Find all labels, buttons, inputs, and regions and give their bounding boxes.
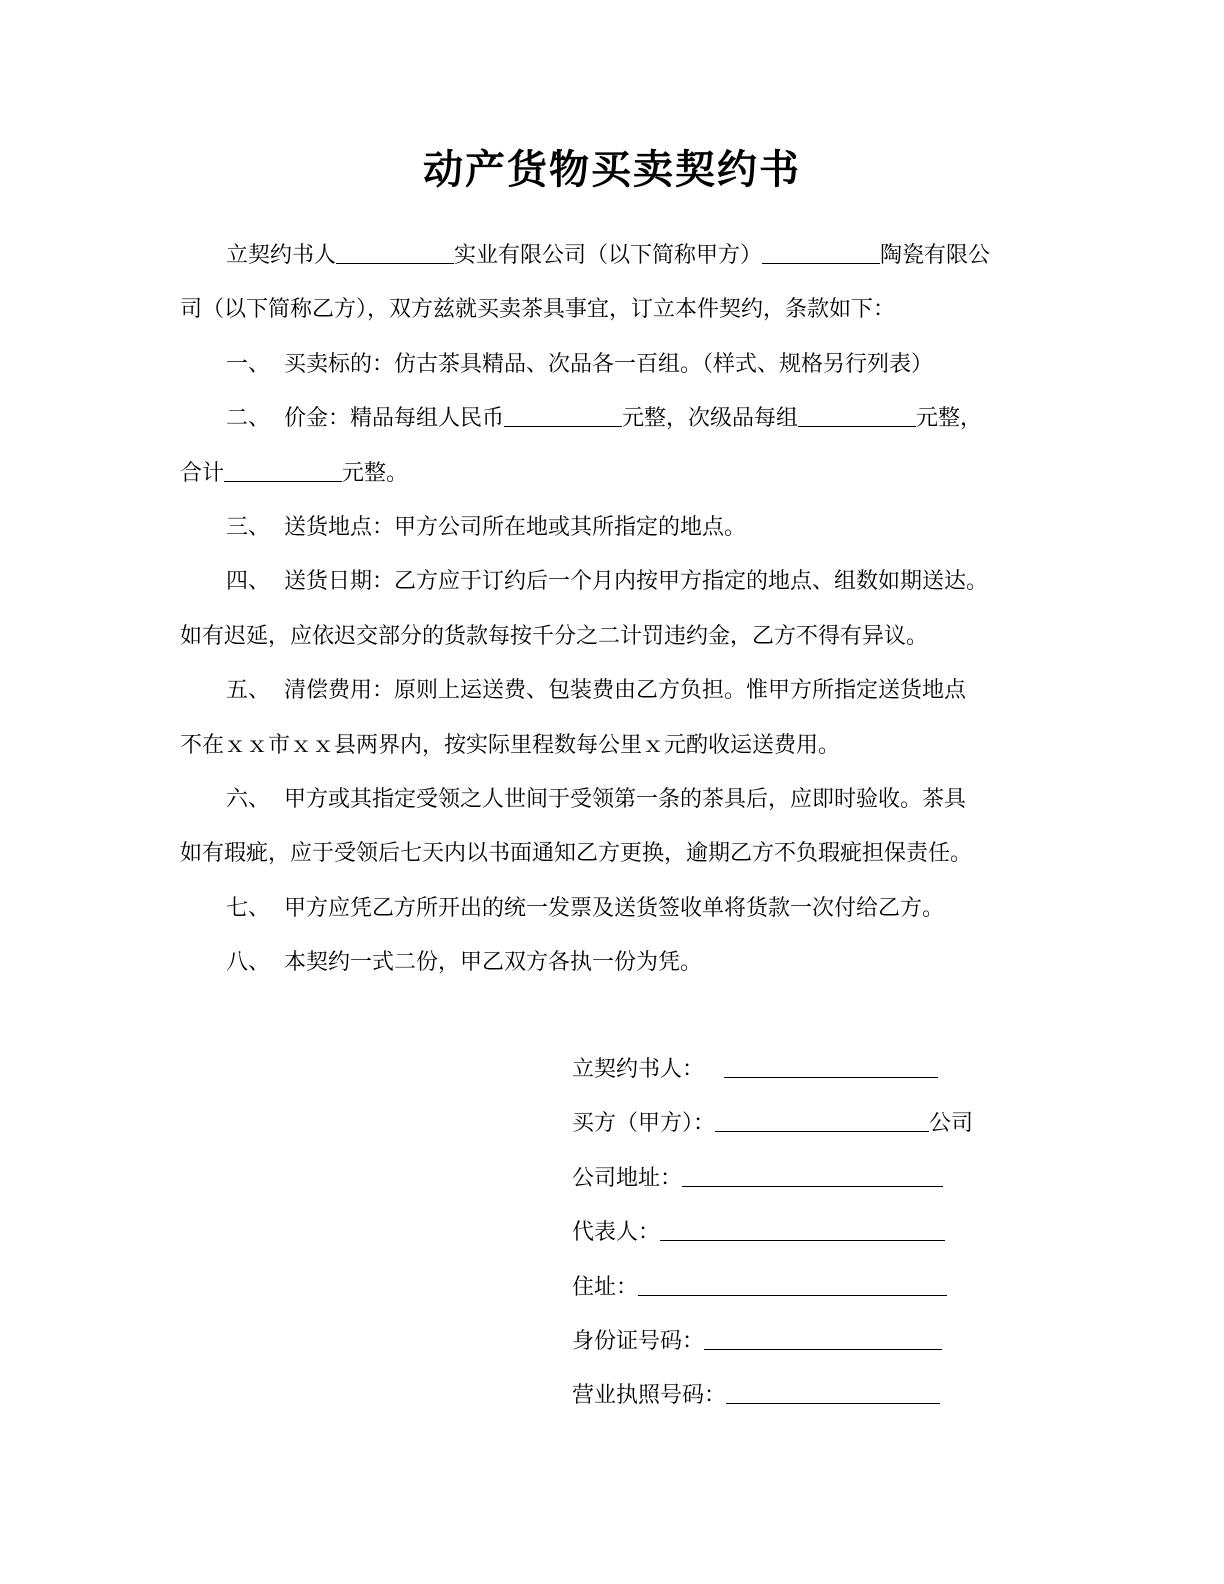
clause-2 [180, 392, 1040, 446]
id-number-blank[interactable] [704, 1327, 942, 1350]
clause-text: 送货地点：甲方公司所在地或其所指定的地点。 [284, 514, 747, 540]
clause-text: 送货日期：乙方应于订约后一个月内按甲方指定的地点、组数如期送达。 [284, 569, 989, 595]
party-a-name-blank[interactable] [336, 241, 454, 264]
license-row [572, 1369, 973, 1423]
premium-price-blank[interactable] [504, 404, 622, 427]
intro-party-a-text: 实业有限公司（以下简称甲方） [454, 243, 763, 268]
intro-line-2: 司（以下简称乙方），双方兹就买卖茶具事宜，订立本件契约，条款如下： [180, 297, 896, 323]
clause-text: 清偿费用：原则上运送费、包装费由乙方负担。惟甲方所指定送货地点 [284, 678, 967, 704]
clause-text: 甲方应凭乙方所开出的统一发票及送货签收单将货款一次付给乙方。 [284, 895, 945, 921]
intro-party-b-text: 陶瓷有限公 [880, 243, 991, 268]
buyer-label: 买方（甲方）： [572, 1111, 716, 1137]
clause-number: 六、 [226, 786, 271, 812]
document-title: 动产货物买卖契约书 [423, 147, 801, 193]
clause-5-continued: 不在ｘｘ市ｘｘ县两界内，按实际里程数每公里ｘ元酌收运送费用。 [180, 732, 841, 758]
intro-line-1 [180, 229, 1040, 283]
buyer-suffix: 公司 [929, 1111, 974, 1137]
clause-number: 七、 [226, 895, 271, 921]
representative-label: 代表人： [572, 1220, 661, 1246]
clause-8 [180, 936, 1040, 990]
clause-number: 八、 [226, 950, 271, 976]
clause-number: 一、 [226, 351, 271, 377]
clause-text: 元整。 [342, 460, 409, 486]
clause-number: 三、 [226, 514, 271, 540]
signature-block [572, 1043, 973, 1424]
clause-2-continued [180, 447, 1040, 501]
buyer-name-blank[interactable] [715, 1109, 929, 1132]
signer-row [572, 1043, 973, 1097]
contract-body [180, 229, 1040, 990]
clause-7 [180, 882, 1040, 936]
clause-text: 甲方或其指定受领之人世间于受领第一条的茶具后，应即时验收。茶具 [284, 786, 967, 812]
representative-blank[interactable] [660, 1218, 945, 1241]
clause-number: 五、 [226, 678, 271, 704]
license-label: 营业执照号码： [572, 1383, 727, 1409]
license-number-blank[interactable] [726, 1381, 940, 1404]
representative-row [572, 1206, 973, 1260]
clause-number: 二、 [226, 406, 271, 432]
clause-text: 元整， [916, 406, 983, 432]
clause-5 [180, 664, 1040, 718]
clause-4 [180, 555, 1040, 609]
id-label: 身份证号码： [572, 1328, 705, 1354]
id-row [572, 1315, 973, 1369]
party-b-name-blank[interactable] [762, 241, 880, 264]
signer-blank[interactable] [724, 1055, 938, 1078]
total-price-blank[interactable] [224, 459, 342, 482]
clause-text: 价金：精品每组人民币 [284, 406, 505, 432]
clause-3 [180, 501, 1040, 555]
buyer-row [572, 1097, 973, 1151]
intro-signer-text: 立契约书人 [226, 243, 337, 268]
address-row [572, 1152, 973, 1206]
residence-row [572, 1261, 973, 1315]
clause-text: 本契约一式二份，甲乙双方各执一份为凭。 [284, 950, 703, 976]
secondary-price-blank[interactable] [798, 404, 916, 427]
address-label: 公司地址： [572, 1165, 683, 1191]
clause-1 [180, 338, 1040, 392]
clause-text: 合计 [180, 460, 225, 486]
residence-label: 住址： [572, 1274, 639, 1300]
clause-text: 元整，次级品每组 [622, 406, 799, 432]
address-blank[interactable] [682, 1164, 943, 1187]
clause-number: 四、 [226, 569, 271, 595]
signer-label: 立契约书人： [572, 1057, 705, 1082]
residence-blank[interactable] [638, 1273, 947, 1296]
clause-4-continued: 如有迟延，应依迟交部分的货款每按千分之二计罚违约金，乙方不得有异议。 [180, 623, 929, 649]
clause-6 [180, 773, 1040, 827]
clause-6-continued: 如有瑕疵，应于受领后七天内以书面通知乙方更换，逾期乙方不负瑕疵担保责任。 [180, 841, 973, 867]
clause-text: 买卖标的：仿古茶具精品、次品各一百组。（样式、规格另行列表） [284, 351, 934, 377]
